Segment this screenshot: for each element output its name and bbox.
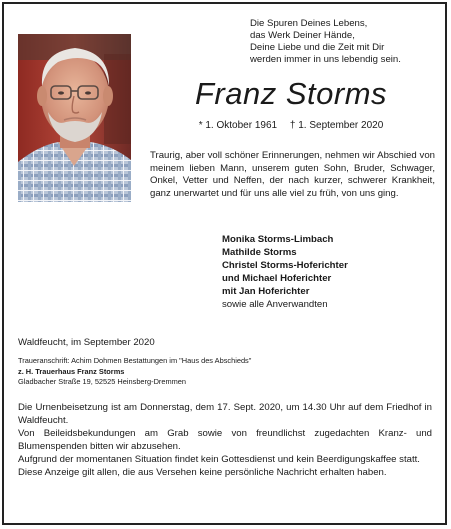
poem-line: werden immer in uns lebendig sein.	[250, 54, 401, 65]
mourner-name: und Michael Hoferichter	[222, 273, 332, 284]
note-paragraph: Von Beileidsbekundungen am Grab sowie von freundlichst zugedachten Kranz- und Blumenspenden bitten wir abzusehen.	[18, 428, 432, 452]
note-paragraph: Diese Anzeige gilt allen, die aus Versehen keine persönliche Nachricht erhalten haben.	[18, 467, 387, 478]
mourner-name: Mathilde Storms	[222, 247, 297, 258]
portrait-photo	[18, 34, 131, 202]
place-date: Waldfeucht, im September 2020	[18, 337, 155, 348]
poem-line: das Werk Deiner Hände,	[250, 30, 355, 41]
address-line: Gladbacher Straße 19, 52525 Heinsberg-Dremmen	[18, 377, 187, 386]
mourners-tail: sowie alle Anverwandten	[222, 299, 328, 310]
funeral-notes	[18, 401, 432, 479]
mourning-address	[18, 356, 251, 388]
note-paragraph: Die Urnenbeisetzung ist am Donnerstag, dem 17. Sept. 2020, um 14.30 Uhr auf dem Friedhof in Waldfeucht.	[18, 402, 432, 426]
birth-date: * 1. Oktober 1961	[198, 120, 278, 131]
address-line: Traueranschrift: Achim Dohmen Bestattungen im "Haus des Abschieds"	[18, 356, 252, 365]
death-date: † 1. September 2020	[289, 120, 384, 131]
mourner-name: Christel Storms-Hoferichter	[222, 260, 348, 271]
poem-verse	[250, 18, 440, 66]
life-dates	[139, 120, 443, 131]
poem-line: Die Spuren Deines Lebens,	[250, 18, 368, 29]
mourners-list	[222, 233, 432, 311]
deceased-name: Franz Storms	[194, 76, 388, 111]
mourner-name: Monika Storms-Limbach	[222, 234, 334, 245]
announcement-text: Traurig, aber voll schöner Erinnerungen, nehmen wir Abschied von meinem lieben Mann, unserem guten Sohn, Bruder, Schwager, Onkel, Vetter und Neffen, der nach kurzer, schwerer Krankheit, ganz unerwartet und für uns alle viel zu früh, von uns ging.	[150, 150, 435, 200]
address-line: z. H. Trauerhaus Franz Storms	[18, 366, 125, 376]
mourner-name: mit Jan Hoferichter	[222, 286, 310, 297]
poem-line: Deine Liebe und die Zeit mit Dir	[250, 42, 385, 53]
note-paragraph: Aufgrund der momentanen Situation findet kein Gottesdienst und kein Beerdigungskaffee statt.	[18, 454, 420, 465]
